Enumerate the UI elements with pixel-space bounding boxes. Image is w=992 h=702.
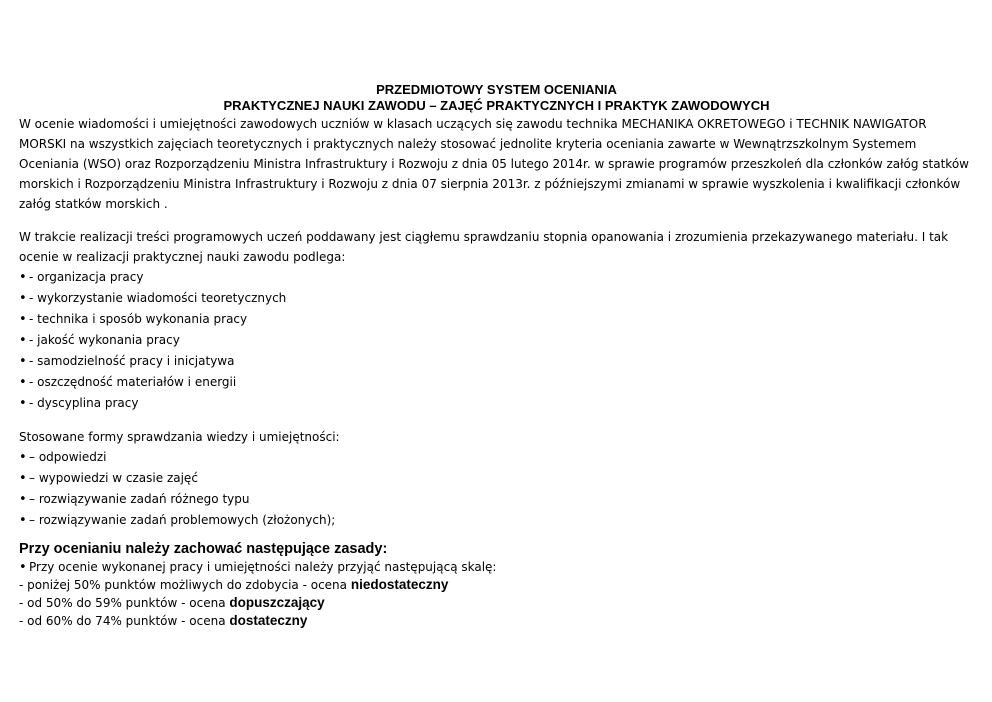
rules-intro: • Przy ocenie wykonanej pracy i umiejętności należy przyjąć następującą skalę: — [19, 559, 974, 576]
grade-label: dopuszczający — [229, 595, 325, 610]
list-item: • – wypowiedzi w czasie zajęć — [19, 468, 974, 489]
scale-row-text: - poniżej 50% punktów możliwych do zdobycia - ocena — [19, 578, 351, 592]
forms-intro: Stosowane formy sprawdzania wiedzy i umiejętności: — [19, 430, 340, 444]
list-item: • - technika i sposób wykonania pracy — [19, 309, 974, 330]
scale-row — [19, 594, 974, 612]
list-item: • – rozwiązywanie zadań różnego typu — [19, 489, 974, 510]
list-item: • – rozwiązywanie zadań problemowych (złożonych); — [19, 510, 974, 531]
scale-row-text: - od 60% do 74% punktów - ocena — [19, 614, 230, 628]
list-item: • - organizacja pracy — [19, 267, 974, 288]
list-item: • - dyscyplina pracy — [19, 393, 974, 414]
grade-label: dostateczny — [229, 613, 308, 628]
grade-label: niedostateczny — [350, 577, 449, 592]
list-item: • - wykorzystanie wiadomości teoretycznych — [19, 288, 974, 309]
list-item: • - samodzielność pracy i inicjatywa — [19, 351, 974, 372]
scale-row — [19, 576, 974, 594]
list-item: • - oszczędność materiałów i energii — [19, 372, 974, 393]
evaluation-intro-paragraph: W trakcie realizacji treści programowych uczeń poddawany jest ciągłemu sprawdzaniu stopnia opanowania i zrozumienia przekazywanego materiału. I tak ocenie w realizacji praktycznej nauki zawodu podlega: — [19, 230, 949, 264]
list-item: • - jakość wykonania pracy — [19, 330, 974, 351]
forms-list — [19, 447, 974, 531]
rules-heading: Przy ocenianiu należy zachować następujące zasady: — [19, 541, 388, 557]
criteria-list — [19, 267, 974, 414]
intro-paragraph: W ocenie wiadomości i umiejętności zawodowych uczniów w klasach uczących się zawodu technika MECHANIKA OKRETOWEGO i TECHNIK NAWIGATOR MORSKI na wszystkich zajęciach teoretycznych i praktycznych należy stosować jednolite kryteria oceniania zawarte w Wewnątrzszkolnym Systemem Oceniania (WSO) oraz Rozporządzeniu Ministra Infrastruktury i Rozwoju z dnia 05 lutego 2014r. w sprawie programów przeszkoleń dla członków załóg statków morskich i Rozporządzeniu Ministra Infrastruktury i Rozwoju z dnia 07 sierpnia 2013r. z późniejszymi zmianami w sprawie wyszkolenia i kwalifikacji członków załóg statków morskich . — [19, 117, 969, 211]
document-title-line-1: PRZEDMIOTOWY SYSTEM OCENIANIA — [376, 82, 617, 97]
list-item: • – odpowiedzi — [19, 447, 974, 468]
document-page — [19, 82, 974, 630]
document-title-line-2: PRAKTYCZNEJ NAUKI ZAWODU – ZAJĘĆ PRAKTYCZNYCH I PRAKTYK ZAWODOWYCH — [223, 98, 770, 113]
scale-row-text: - od 50% do 59% punktów - ocena — [19, 596, 230, 610]
grading-scale — [19, 576, 974, 630]
scale-row — [19, 612, 974, 630]
